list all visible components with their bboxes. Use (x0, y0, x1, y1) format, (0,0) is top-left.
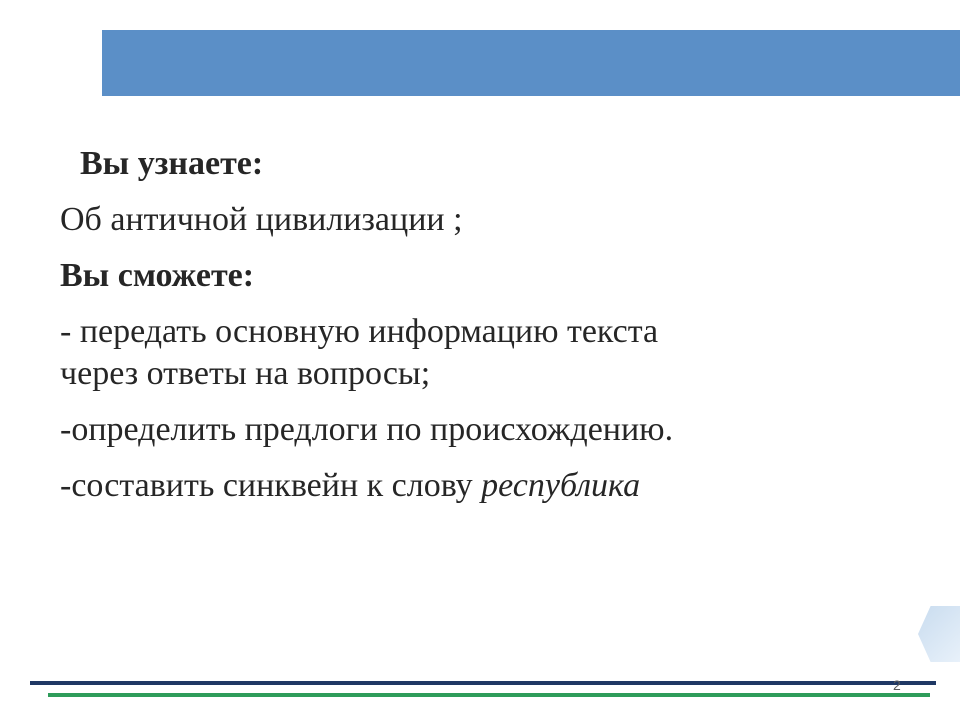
title-bar (102, 30, 960, 96)
can-item-3-word: республика (481, 467, 641, 504)
footer-rule-blue (30, 681, 936, 685)
footer-rule-green (48, 693, 930, 697)
can-item-1-line-1: - передать основную информацию текста (60, 313, 659, 350)
can-item-3 (60, 467, 920, 505)
next-slide-tab[interactable] (918, 606, 960, 662)
page-number: 2 (893, 677, 901, 693)
can-item-1-line-2: через ответы на вопросы; (60, 355, 431, 392)
slide-content (60, 145, 920, 523)
heading-can: Вы сможете: (60, 257, 255, 294)
can-item-3-prefix: -составить синквейн к слову (60, 467, 482, 504)
can-item-2: -определить предлоги по происхождению. (60, 411, 674, 448)
learn-item: Об античной цивилизации ; (60, 201, 463, 238)
heading-learn: Вы узнаете: (80, 145, 264, 182)
